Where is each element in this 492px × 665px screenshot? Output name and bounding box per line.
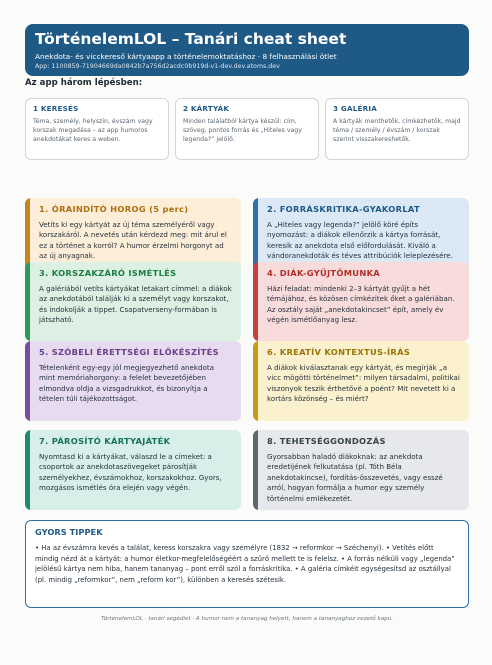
step-cards (175, 98, 319, 160)
header-banner (25, 24, 469, 76)
page-subtitle: Anekdota- és vicckereső kártyaapp a történelemoktatáshoz · 8 felhasználási ötlet (35, 52, 337, 61)
idea-card-review (25, 262, 241, 341)
card-title: 4. DIÁK-GYŰJTŐMUNKA (267, 268, 381, 278)
card-title: 3. KORSZAKZÁRÓ ISMÉTLÉS (39, 268, 177, 278)
card-title: 1. ÓRAINDÍTÓ HOROG (5 perc) (39, 204, 189, 214)
step-text: Minden találatból kártya készül: cím, szöveg, pontos forrás és „Hiteles vagy legenda?” jelölő. (183, 118, 302, 143)
step-label: 1 KERESÉS (33, 104, 79, 113)
card-text: Házi feladat: mindenki 2–3 kártyát gyűjt a hét témájához, és közösen címkézitek őket a galériában. Az osztály saját „anekdotakincset” épít, amely év végén ismétlőanyag lesz. (267, 284, 455, 325)
card-title: 5. SZÓBELI ÉRETTSÉGI ELŐKÉSZÍTÉS (39, 347, 219, 357)
steps-row (25, 98, 469, 160)
tips-text: • Ha az évszámra kevés a találat, keress korszakra vagy személyre (1832 → reformkor → Széchenyi). • Vetítés előtt mindig nézd át a kártyát: a humor életkor-megfelelőségéért a szűrő mellett te is felelsz. • A forrás nélküli vagy „legenda” jelölésű kártya nem hiba, hanem tananyag – pont erről szól a forráskritika. • A galéria címkéit egységesítsd az osztállyal (pl. mindig „reformkor”, nem „reform kor”), különben a keresés szétesik. (35, 544, 455, 584)
footer-note: TörténelemLOL · tanári segédlet · A humor nem a tananyag helyett, hanem a tananyaghoz vezető kapu. (100, 616, 394, 622)
card-title: 6. KREATÍV KONTEXTUS-ÍRÁS (267, 347, 411, 357)
card-text: Tételenként egy-egy jól megjegyezhető anekdota mint memóriahorgony: a felelet bevezetőjében elmondva oldja a vizsgadrukkot, és bizonyítja a tételen túli tájékozottságot. (39, 363, 215, 404)
idea-card-creative-writing (253, 341, 469, 421)
idea-card-student-collection (253, 262, 469, 341)
card-text: Gyorsabban haladó diákoknak: az anekdota eredetijének felkutatása (pl. Tóth Béla anekdotakincse), fordítás-összevetés, vagy esszé arról, hogyan formálja a humor egy személy történelmi emlékezetét. (267, 452, 443, 503)
step-label: 3 GALÉRIA (333, 104, 378, 113)
card-text: A diákok kiválasztanak egy kártyát, és megírják „a vicc mögötti történelmet”: milyen társadalmi, politikai viszonyok teszik érthetővé a poént? Mit nevetett ki a kortárs közönség – és miért? (267, 363, 460, 404)
step-label: 2 KÁRTYÁK (183, 104, 230, 113)
card-text: Nyomtasd ki a kártyákat, válaszd le a címeket: a csoportok az anekdotaszövegeket párosítják személyekhez, évszámokhoz, korszakokhoz. Gyors, mozgásos ismétlés óra elején vagy végén. (39, 452, 222, 493)
steps-heading: Az app három lépésben: (25, 78, 143, 88)
card-title: 2. FORRÁSKRITIKA-GYAKORLAT (267, 204, 420, 214)
page-title: TörténelemLOL – Tanári cheat sheet (35, 30, 347, 48)
idea-card-talent (253, 430, 469, 510)
card-title: 8. TEHETSÉGGONDOZÁS (267, 436, 386, 446)
step-text: A kártyák menthetők, címkézhetők, majd téma / személy / évszám / korszak szerint visszakereshetők. (333, 118, 461, 143)
card-text: A „Hiteles vagy legenda?” jelölő köré építs nyomozást: a diákok ellenőrzik a kártya forrását, keresik az anekdota első előfordulását. Kiváló a vándoranekdoták és téves attribúciók leleplezésére. (267, 220, 453, 261)
card-title: 7. PÁROSÍTÓ KÁRTYAJÁTÉK (39, 436, 171, 446)
tips-title: GYORS TIPPEK (35, 527, 103, 537)
card-text: Vetíts ki egy kártyát az új téma személyéről vagy korszakáról. A nevetés után kérdezd meg: mit árul el ez a történet a korról? A humor érzelmi horgonyt ad az új anyagnak. (39, 220, 227, 261)
quick-tips-box (25, 520, 469, 608)
step-text: Téma, személy, helyszín, évszám vagy korszak megadása – az app humoros anekdotákat keres a weben. (33, 118, 153, 143)
idea-card-oral-exam (25, 341, 241, 421)
card-text: A galériából vetíts kártyákat letakart címmel: a diákok az anekdotából találják ki a személyt vagy korszakot, és indokolják a tippet. Csapatverseny-formában is játszható. (39, 284, 232, 325)
idea-card-matching-game (25, 430, 241, 510)
step-search (25, 98, 169, 160)
app-id: App: 1100859-71904669da0842b7a756d2acdc0b919d-v1-dev.dev.atoms.dev (35, 63, 280, 70)
step-gallery (325, 98, 469, 160)
